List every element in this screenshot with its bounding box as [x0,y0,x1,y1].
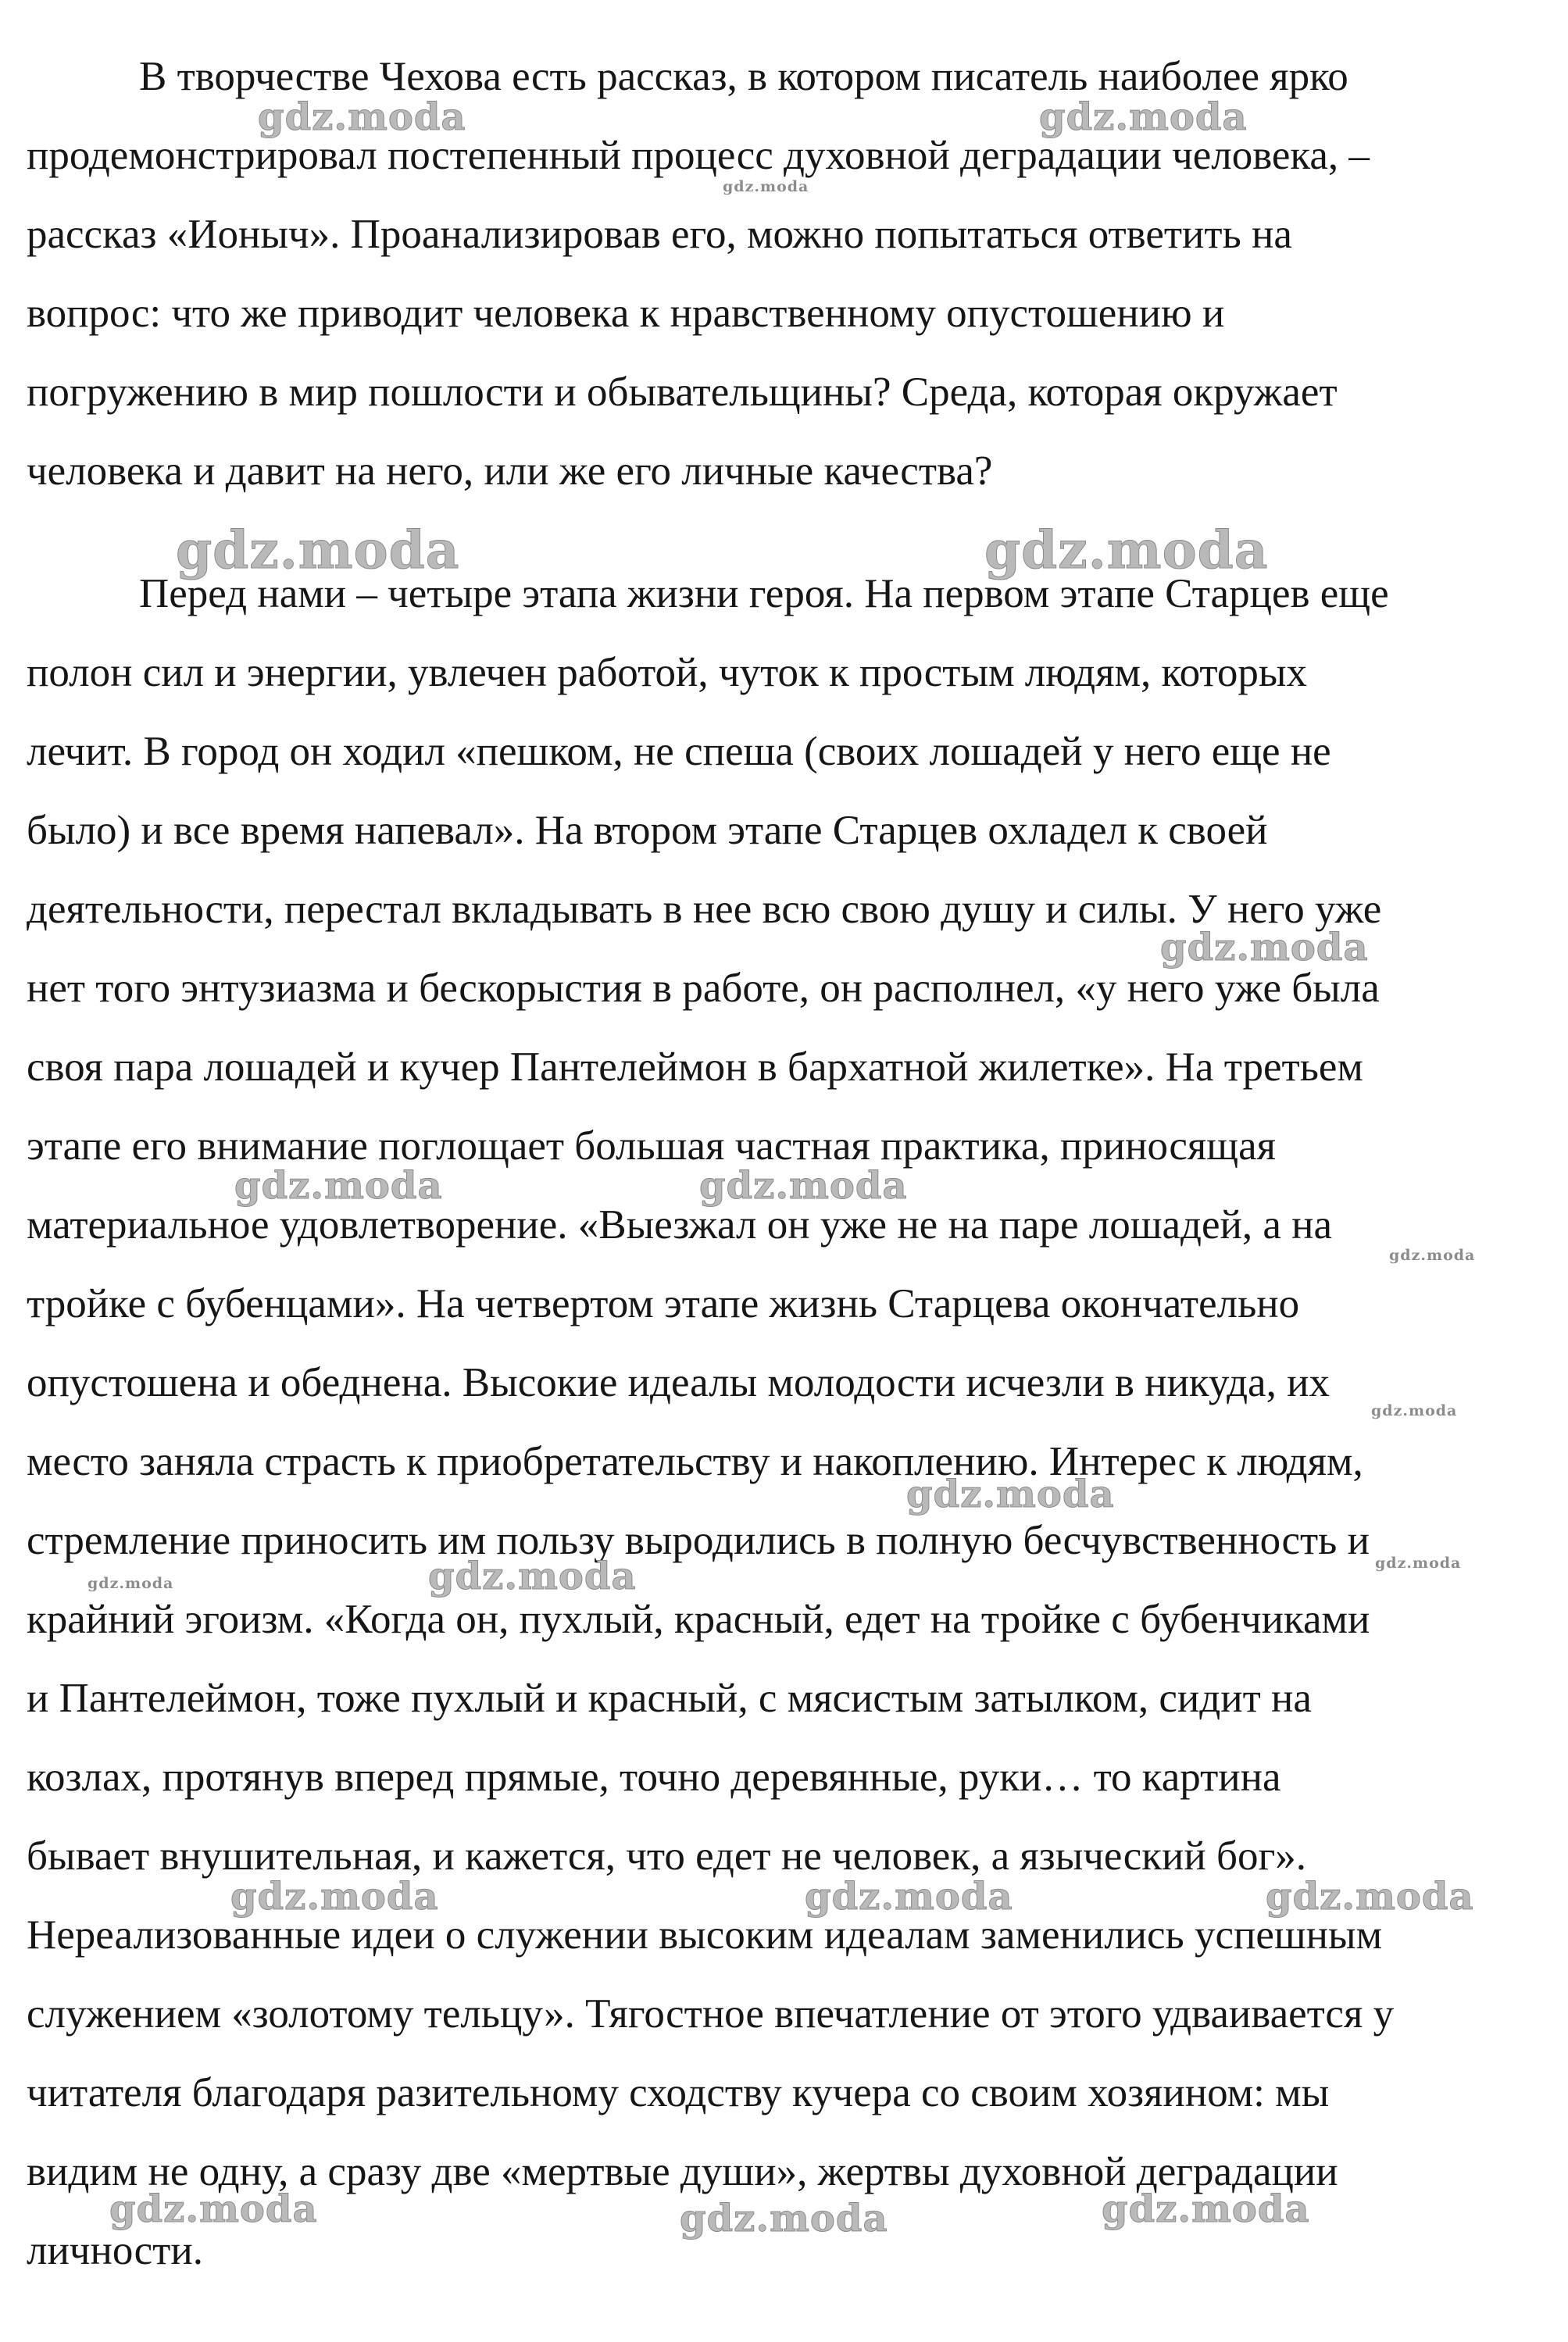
text-line: В творчестве Чехова есть рассказ, в котором писатель наиболее ярко [139,54,1348,99]
watermark: gdz.moda [1371,1402,1458,1419]
watermark: gdz.moda [109,2187,318,2231]
text-line: Нереализованные идеи о служении высоким идеалам заменились успешным [27,1912,1383,1958]
watermark: gdz.moda [88,1575,174,1592]
text-line: бывает внушительная, и кажется, что едет не человек, а языческий бог». [27,1833,1306,1879]
watermark: gdz.moda [699,1164,908,1208]
watermark: gdz.moda [984,519,1269,580]
text-line: полон сил и энергии, увлечен работой, чуток к простым людям, которых [27,650,1307,695]
text-line: служением «золотому тельцу». Тягостное впечатление от этого удваивается у [27,1991,1395,2037]
text-line: вопрос: что же приводит человека к нравственному опустошению и [27,291,1225,336]
text-line: человека и давит на него, или же его личные качества? [27,448,993,494]
text-line: козлах, протянув вперед прямые, точно деревянные, руки… то картина [27,1755,1281,1800]
text-line: лечит. В город он ходил «пешком, не спеша (своих лошадей у него еще не [27,729,1331,774]
watermark: gdz.moda [176,519,460,580]
text-line: погружению в мир пошлости и обывательщины? Среда, которая окружает [27,370,1338,415]
text-line: нет того энтузиазма и бескорыстия в работе, он располнел, «у него уже была [27,966,1380,1011]
watermark: gdz.moda [805,1875,1013,1919]
text-line: Перед нами – четыре этапа жизни героя. На первом этапе Старцев еще [139,571,1389,616]
text-line: стремление приносить им пользу выродились в полную бесчувственность и [27,1518,1370,1563]
watermark: gdz.moda [234,1164,443,1208]
watermark: gdz.moda [906,1473,1115,1516]
text-line: опустошена и обеднена. Высокие идеалы молодости исчезли в никуда, их [27,1360,1330,1405]
paragraph-1 [27,37,1546,511]
watermark: gdz.moda [723,178,809,195]
text-line: крайний эгоизм. «Когда он, пухлый, красный, едет на тройке с бубенчиками [27,1597,1370,1642]
text-line: продемонстрировал постепенный процесс духовной деградации человека, – [27,133,1370,178]
text-line: деятельности, перестал вкладывать в нее всю свою душу и силы. У него уже [27,887,1382,932]
text-line: этапе его внимание поглощает большая частная практика, приносящая [27,1123,1276,1169]
text-line: тройке с бубенцами». На четвертом этапе жизнь Старцева окончательно [27,1281,1300,1326]
text-line: место заняла страсть к приобретательству и накоплению. Интерес к людям, [27,1439,1363,1484]
watermark: gdz.moda [1102,2187,1310,2231]
text-line: личности. [27,2228,203,2273]
text-line: рассказ «Ионыч». Проанализировав его, можно попытаться ответить на [27,212,1292,257]
watermark: gdz.moda [1389,1247,1476,1264]
watermark: gdz.moda [1375,1555,1462,1572]
watermark: gdz.moda [1160,926,1369,969]
watermark: gdz.moda [428,1555,637,1598]
watermark: gdz.moda [1266,1875,1474,1919]
watermark: gdz.moda [1039,95,1248,139]
text-line: и Пантелеймон, тоже пухлый и красный, с мясистым затылком, сидит на [27,1676,1312,1721]
watermark: gdz.moda [258,95,466,139]
text-line: видим не одну, а сразу две «мертвые души», жертвы духовной деградации [27,2149,1338,2194]
watermark: gdz.moda [230,1875,439,1919]
paragraph-2 [27,555,1546,2290]
text-line: было) и все время напевал». На втором этапе Старцев охладел к своей [27,808,1268,853]
watermark: gdz.moda [680,2197,888,2240]
text-line: материальное удовлетворение. «Выезжал он уже не на паре лошадей, а на [27,1202,1333,1248]
text-line: своя пара лошадей и кучер Пантелеймон в бархатной жилетке». На третьем [27,1044,1363,1090]
text-line: читателя благодаря разительному сходству кучера со своим хозяином: мы [27,2070,1330,2115]
